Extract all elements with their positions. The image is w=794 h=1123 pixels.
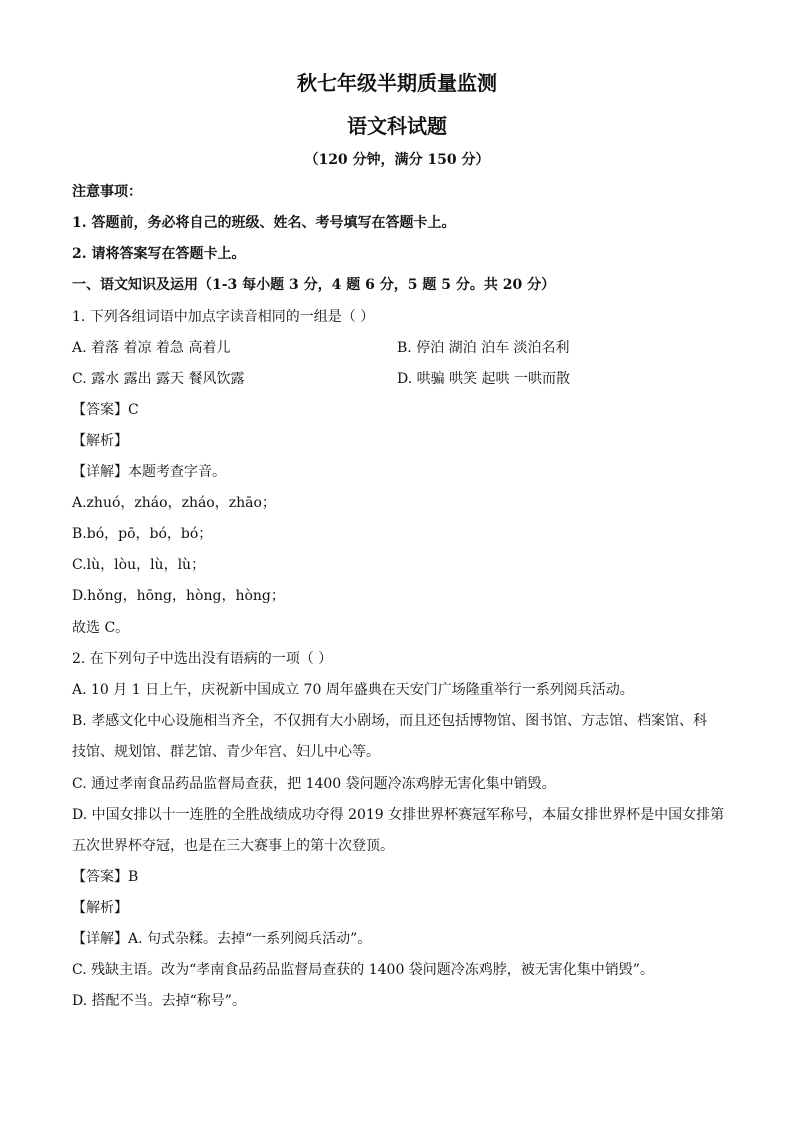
exam-time-score: （120 分钟，满分 150 分） [304,152,490,168]
q1-answer: 【答案】C [72,402,139,418]
section-1-title: 一、语文知识及运用（1-3 每小题 3 分，4 题 6 分，5 题 5 分。共 20 分） [72,277,556,293]
q2-line-c: C. 残缺主语。改为“孝南食品药品监督局查获的 1400 袋问题冷冻鸡脖，被无害化集中销毁”。 [72,962,654,978]
q1-analysis: 【解析】 [72,433,128,449]
q2-option-b-line2: 技馆、规划馆、群艺馆、青少年宫、妇儿中心等。 [72,744,380,760]
q2-answer: 【答案】B [72,869,139,885]
notes-item-1: 1. 答题前，务必将自己的班级、姓名、考号填写在答题卡上。 [72,215,456,231]
q2-option-d-line2: 五次世界杯夺冠，也是在三大赛事上的第十次登顶。 [72,838,394,854]
notes-heading: 注意事项： [72,184,142,200]
q1-option-a: A. 着落 着凉 着急 高着儿 [72,340,231,356]
q1-pinyin-a: A.zhuó，zháo，zháo，zhāo； [72,495,276,511]
q1-pinyin-d: D.hǒng，hōng，hòng，hòng； [72,588,285,604]
q1-stem: 1. 下列各组词语中加点字读音相同的一组是（ ） [72,309,375,325]
q1-pinyin-b: B.bó，pō，bó，bó； [72,526,213,542]
q2-option-c: C. 通过孝南食品药品监督局查获，把 1400 袋问题冷冻鸡脖无害化集中销毁。 [72,776,556,792]
exam-title: 秋七年级半期质量监测 [297,71,497,95]
q2-line-d: D. 搭配不当。去掉“称号”。 [72,993,246,1009]
q2-stem: 2. 在下列句子中选出没有语病的一项（ ） [72,651,333,667]
q2-option-a: A. 10 月 1 日上午，庆祝新中国成立 70 周年盛典在天安门广场隆重举行一系列阅兵活动。 [72,682,634,698]
q2-option-b-line1: B. 孝感文化中心设施相当齐全，不仅拥有大小剧场，而且还包括博物馆、图书馆、方志馆、档案馆、科 [72,713,708,729]
q2-analysis: 【解析】 [72,900,128,916]
q1-option-d: D. 哄骗 哄笑 起哄 一哄而散 [397,371,570,387]
q1-option-b: B. 停泊 湖泊 泊车 淡泊名利 [397,340,570,356]
q1-detail: 【详解】本题考查字音。 [72,464,226,480]
exam-subtitle: 语文科试题 [347,114,447,138]
q2-option-d-line1: D. 中国女排以十一连胜的全胜战绩成功夺得 2019 女排世界杯赛冠军称号，本届女排世界杯是中国女排第 [72,807,725,823]
q1-option-c: C. 露水 露出 露天 餐风饮露 [72,371,245,387]
q1-pinyin-c: C.lù，lòu，lù，lù； [72,557,206,573]
notes-item-2: 2. 请将答案写在答题卡上。 [72,246,246,262]
q1-conclusion: 故选 C。 [72,620,130,636]
q2-detail: 【详解】A. 句式杂糅。去掉“一系列阅兵活动”。 [72,931,372,947]
